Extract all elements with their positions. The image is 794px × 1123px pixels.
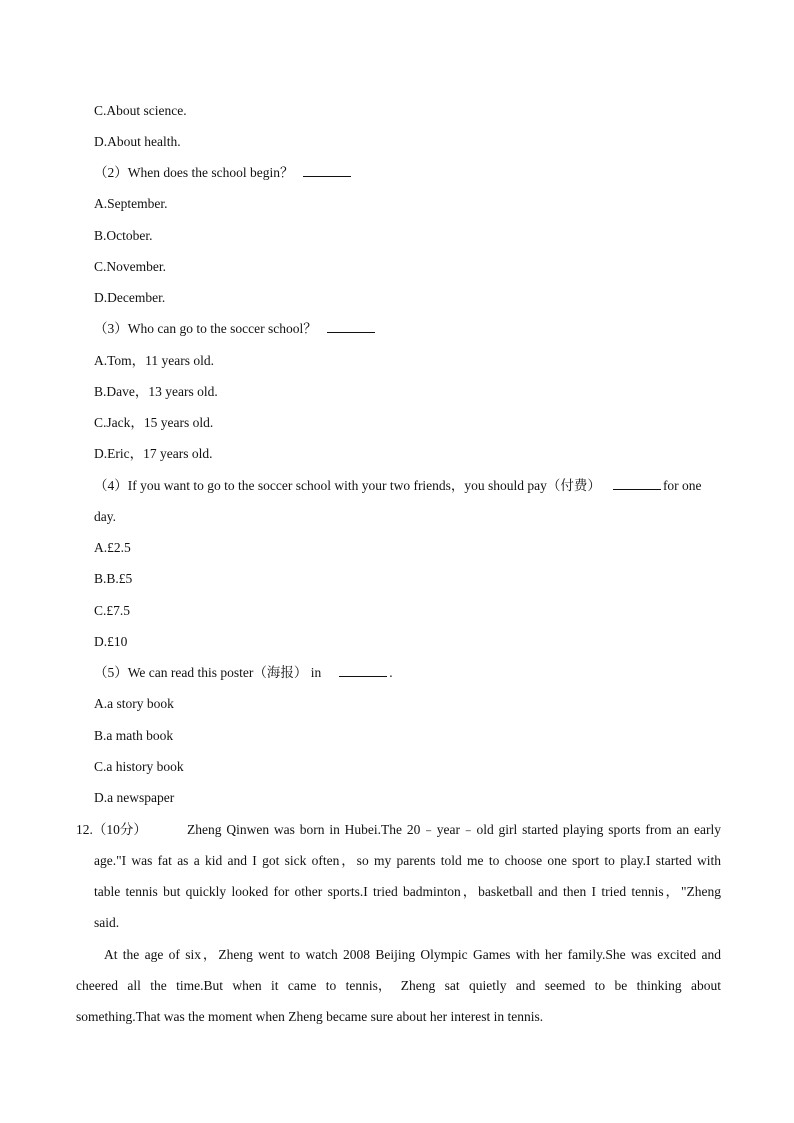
option-d-q1: D.About health.: [94, 134, 181, 149]
option-d-q3: D.Eric，17 years old.: [94, 446, 213, 461]
passage-para2-line3: something.That was the moment when Zheng became sure about her interest in tennis.: [76, 1009, 544, 1024]
passage-word: cheered: [76, 978, 118, 993]
question-3-stem: （3）Who can go to the soccer school？: [94, 321, 317, 336]
answer-blank[interactable]: [613, 477, 661, 490]
question-2-stem: （2）When does the school begin？: [94, 165, 294, 180]
passage-word: all: [127, 978, 141, 993]
passage-word: Zheng: [400, 978, 436, 993]
passage-word: to: [325, 978, 337, 993]
passage-para2-line2: [76, 977, 721, 995]
passage-para1-line2: age."I was fat as a kid and I got sick often，so my parents told me to choose one sport to play.I started with: [94, 853, 721, 868]
option-b-q3: B.Dave，13 years old.: [94, 384, 218, 399]
option-b-q2: B.October.: [94, 228, 153, 243]
question-2: [94, 164, 353, 182]
passage-word: tennis，: [345, 978, 392, 993]
option-b-q5: B.a math book: [94, 728, 174, 743]
passage-word: and: [515, 978, 536, 993]
question-4: [94, 477, 702, 495]
option-a-q5: A.a story book: [94, 696, 174, 711]
option-c-q2: C.November.: [94, 259, 166, 274]
question-12-number: 12.（10分）: [76, 822, 147, 837]
passage-word: thinking: [636, 978, 682, 993]
passage-word: the: [150, 978, 167, 993]
question-4-stem: （4）If you want to go to the soccer school with your two friends，you should pay（付费）: [94, 478, 601, 493]
passage-word: about: [691, 978, 721, 993]
option-d-q4: D.£10: [94, 634, 128, 649]
passage-word: to: [594, 978, 606, 993]
passage-word: came: [287, 978, 317, 993]
option-a-q2: A.September.: [94, 196, 168, 211]
passage-para1-line4: said.: [94, 915, 120, 930]
answer-blank[interactable]: [303, 164, 351, 177]
option-b-q4: B.B.£5: [94, 571, 133, 586]
option-c-q4: C.£7.5: [94, 603, 131, 618]
passage-para1-line3: table tennis but quickly looked for other sports.I tried badminton，basketball and then I tried tennis，"Zheng: [94, 884, 721, 899]
question-5: [94, 664, 393, 682]
passage-word: quietly: [468, 978, 507, 993]
question-4-stem-tail: for one: [662, 478, 702, 493]
passage-para2-line1: At the age of six，Zheng went to watch 2008 Beijing Olympic Games with her family.She was excited and: [104, 947, 721, 962]
passage-word: time.But: [176, 978, 223, 993]
question-5-stem-tail: .: [389, 665, 393, 680]
question-4-stem-line2: day.: [94, 509, 116, 524]
question-3: [94, 320, 377, 338]
option-c-q1: C.About science.: [94, 103, 187, 118]
answer-blank[interactable]: [327, 320, 375, 333]
passage-word: be: [614, 978, 628, 993]
answer-blank[interactable]: [339, 664, 387, 677]
passage-para1-line1: Zheng Qinwen was born in Hubei.The 20﹣year﹣old girl started playing sports from an early: [187, 822, 721, 837]
passage-word: when: [232, 978, 262, 993]
option-a-q3: A.Tom，11 years old.: [94, 353, 215, 368]
option-c-q3: C.Jack，15 years old.: [94, 415, 214, 430]
option-d-q2: D.December.: [94, 290, 166, 305]
option-a-q4: A.£2.5: [94, 540, 131, 555]
option-d-q5: D.a newspaper: [94, 790, 175, 805]
question-5-stem: （5）We can read this poster（海报） in: [94, 665, 322, 680]
passage-word: it: [270, 978, 279, 993]
option-c-q5: C.a history book: [94, 759, 184, 774]
passage-word: sat: [444, 978, 460, 993]
passage-word: seemed: [544, 978, 586, 993]
